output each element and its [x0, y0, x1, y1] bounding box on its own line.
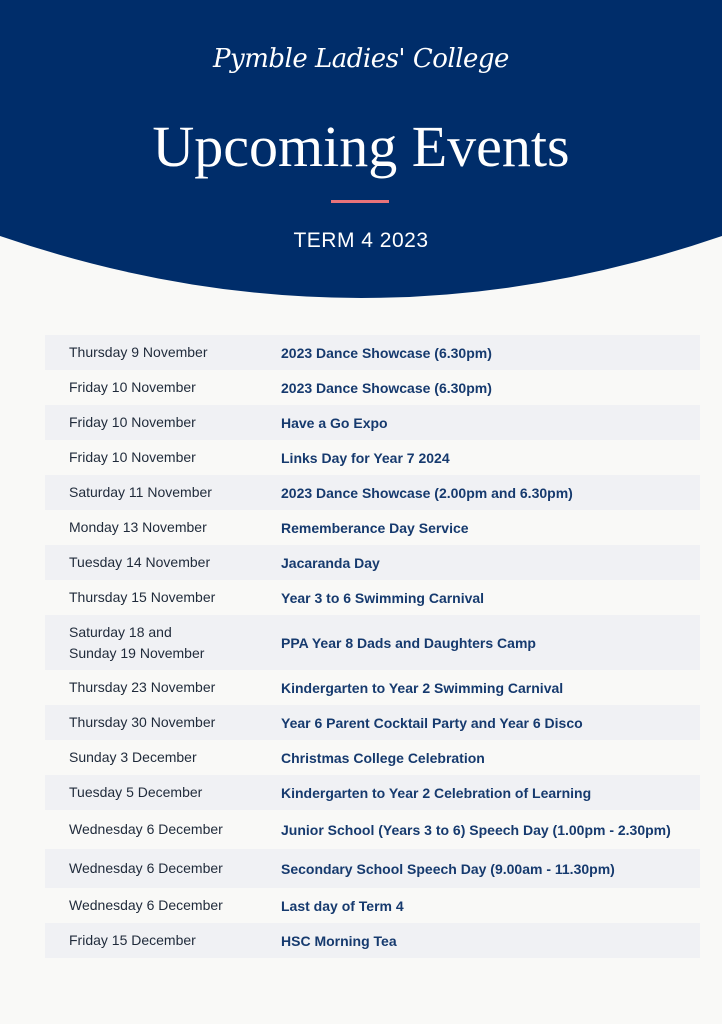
event-name: Jacaranda Day: [281, 554, 380, 571]
college-logo: Pymble Ladies' College: [213, 44, 509, 74]
event-name: Links Day for Year 7 2024: [281, 449, 450, 466]
event-name: 2023 Dance Showcase (2.00pm and 6.30pm): [281, 484, 573, 501]
event-name: Rememberance Day Service: [281, 519, 469, 536]
term-subtitle: TERM 4 2023: [293, 229, 429, 252]
table-row: [45, 923, 700, 958]
table-row: [45, 810, 700, 849]
event-name: Secondary School Speech Day (9.00am - 11.30pm): [281, 860, 615, 877]
event-name: Year 6 Parent Cocktail Party and Year 6 Disco: [281, 714, 583, 731]
event-date: Thursday 23 November: [69, 679, 216, 695]
event-date: Friday 15 December: [69, 932, 196, 948]
table-row: [45, 580, 700, 615]
event-name: Christmas College Celebration: [281, 749, 485, 766]
table-row: [45, 740, 700, 775]
event-date: Saturday 18 and Sunday 19 November: [69, 623, 205, 661]
event-name: Junior School (Years 3 to 6) Speech Day (1.00pm - 2.30pm): [281, 821, 671, 838]
event-date: Tuesday 14 November: [69, 554, 211, 570]
table-row: [45, 545, 700, 580]
event-name: Kindergarten to Year 2 Swimming Carnival: [281, 679, 564, 696]
event-date: Monday 13 November: [69, 519, 207, 535]
table-row: [45, 849, 700, 888]
table-row: [45, 370, 700, 405]
table-row: [45, 775, 700, 810]
events-table: [45, 335, 700, 958]
table-row: [45, 615, 700, 670]
accent-divider: [331, 200, 389, 203]
event-date: Wednesday 6 December: [69, 860, 223, 876]
event-name: Year 3 to 6 Swimming Carnival: [281, 589, 485, 606]
event-date: Thursday 9 November: [69, 344, 208, 360]
event-date: Thursday 30 November: [69, 714, 216, 730]
event-name: 2023 Dance Showcase (6.30pm): [281, 344, 492, 361]
table-row: [45, 475, 700, 510]
table-row: [45, 670, 700, 705]
event-date: Sunday 3 December: [69, 749, 197, 765]
table-row: [45, 705, 700, 740]
table-row: [45, 405, 700, 440]
event-name: PPA Year 8 Dads and Daughters Camp: [281, 634, 536, 651]
event-date: Friday 10 November: [69, 414, 196, 430]
event-date: Saturday 11 November: [69, 484, 212, 500]
event-date: Thursday 15 November: [69, 589, 216, 605]
table-row: [45, 510, 700, 545]
event-name: Kindergarten to Year 2 Celebration of Learning: [281, 784, 592, 801]
event-date: Tuesday 5 December: [69, 784, 203, 800]
table-row: [45, 335, 700, 370]
event-date: Wednesday 6 December: [69, 821, 223, 837]
table-row: [45, 440, 700, 475]
event-date: Wednesday 6 December: [69, 897, 223, 913]
header-banner: [0, 0, 722, 300]
event-name: 2023 Dance Showcase (6.30pm): [281, 379, 492, 396]
event-date: Friday 10 November: [69, 449, 196, 465]
page-title: Upcoming Events: [152, 114, 570, 179]
table-row: [45, 888, 700, 923]
event-name: Have a Go Expo: [281, 414, 388, 431]
event-name: HSC Morning Tea: [281, 932, 397, 949]
event-date: Friday 10 November: [69, 379, 196, 395]
event-name: Last day of Term 4: [281, 897, 404, 914]
